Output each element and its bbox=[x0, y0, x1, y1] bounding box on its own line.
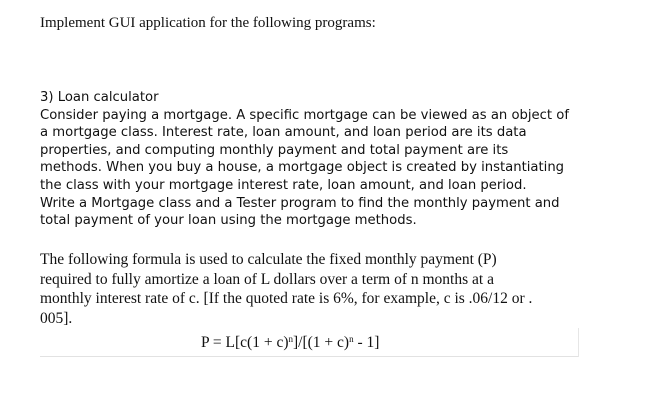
description-line: properties, and computing monthly payment and total payment are its bbox=[40, 142, 509, 158]
equation-part: ]/[(1 + c) bbox=[293, 334, 350, 351]
formula-text-line: The following formula is used to calculate the fixed monthly payment (P) bbox=[40, 251, 497, 268]
equation-exponent: n bbox=[349, 334, 354, 344]
equation-border bbox=[578, 328, 579, 357]
description-line: a mortgage class. Interest rate, loan amount, and loan period are its data bbox=[40, 125, 527, 141]
assignment-heading: Implement GUI application for the following programs: bbox=[40, 15, 376, 31]
equation-exponent: n bbox=[288, 334, 293, 344]
equation-divider bbox=[40, 356, 578, 357]
equation-part: - 1] bbox=[353, 334, 380, 351]
formula-text-line: required to fully amortize a loan of L dollars over a term of n months at a bbox=[40, 270, 494, 288]
formula-text-line: monthly interest rate of c. [If the quoted rate is 6%, for example, c is .06/12 or . bbox=[40, 290, 533, 307]
loan-calculator-section bbox=[40, 89, 600, 230]
description-line: Write a Mortgage class and a Tester program to find the monthly payment and bbox=[40, 195, 560, 211]
description-line: the class with your mortgage interest rate, loan amount, and loan period. bbox=[40, 177, 527, 193]
formula-explanation bbox=[40, 250, 580, 328]
section-title: 3) Loan calculator bbox=[40, 90, 159, 105]
formula-text-line: 005]. bbox=[40, 309, 73, 327]
equation-part: P = L[c(1 + c) bbox=[201, 334, 289, 351]
description-line: methods. When you buy a house, a mortgage object is created by instantiating bbox=[40, 160, 565, 176]
description-line: Consider paying a mortgage. A specific mortgage can be viewed as an object of bbox=[40, 107, 569, 123]
payment-equation bbox=[201, 333, 379, 352]
description-line: total payment of your loan using the mortgage methods. bbox=[40, 213, 417, 229]
